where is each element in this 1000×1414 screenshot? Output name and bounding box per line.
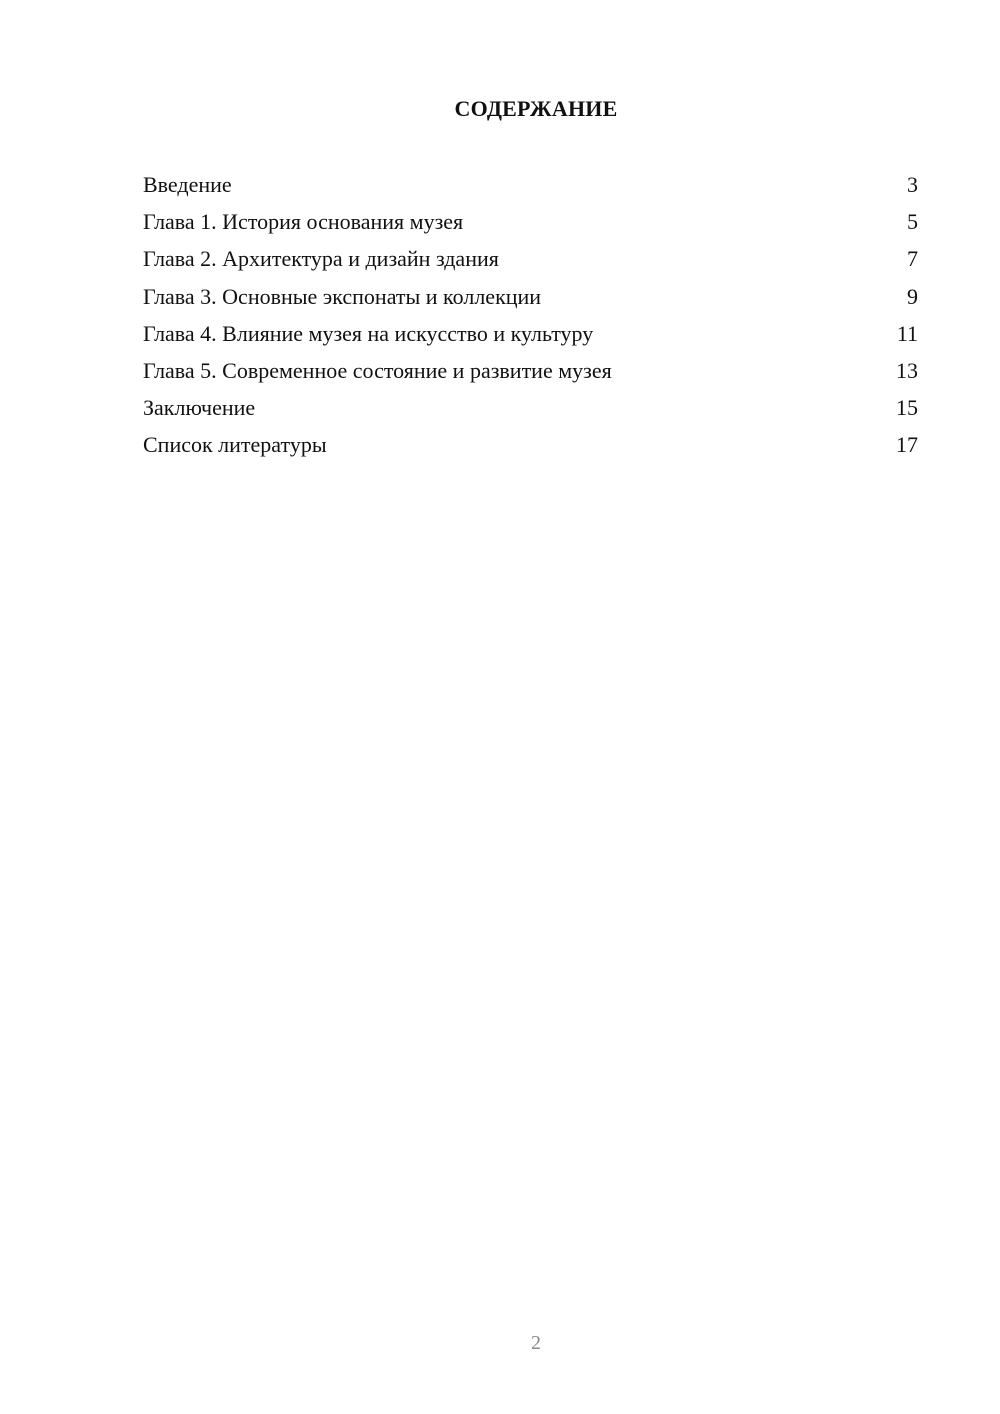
toc-entry-chapter-3 <box>143 278 918 315</box>
toc-entry-label: Заключение <box>143 395 256 421</box>
toc-entry-label: Введение <box>143 172 232 197</box>
toc-entry-label: Глава 3. Основные экспонаты и коллекции <box>143 283 542 309</box>
toc-entry-page: 15 <box>896 395 918 421</box>
toc-entry-conclusion <box>143 389 918 426</box>
toc-entry-page: 7 <box>907 246 918 272</box>
toc-entry-page: 9 <box>907 283 918 309</box>
toc-entry-chapter-2 <box>143 240 918 277</box>
toc-entry-chapter-4 <box>143 315 918 352</box>
toc-entry-label: Глава 2. Архитектура и дизайн здания <box>143 246 499 272</box>
page-number: 2 <box>531 1332 541 1354</box>
toc-entry-chapter-1 <box>143 203 918 240</box>
toc-entry-bibliography <box>143 426 918 463</box>
toc-entry-chapter-5 <box>143 352 918 389</box>
toc-entry-page: 3 <box>907 172 918 197</box>
toc-entry-introduction <box>143 166 918 203</box>
toc-entry-label: Глава 5. Современное состояние и развитие музея <box>143 357 612 383</box>
toc-entry-label: Список литературы <box>143 432 327 458</box>
toc-entry-label: Глава 4. Влияние музея на искусство и культуру <box>143 320 594 346</box>
toc-entry-label: Глава 1. История основания музея <box>143 209 464 235</box>
toc-entry-page: 11 <box>896 320 918 346</box>
toc-entry-page: 5 <box>907 209 918 235</box>
table-of-contents <box>143 166 918 464</box>
toc-entry-page: 13 <box>896 357 918 383</box>
toc-title: СОДЕРЖАНИЕ <box>454 96 618 121</box>
toc-entry-page: 17 <box>896 432 918 458</box>
